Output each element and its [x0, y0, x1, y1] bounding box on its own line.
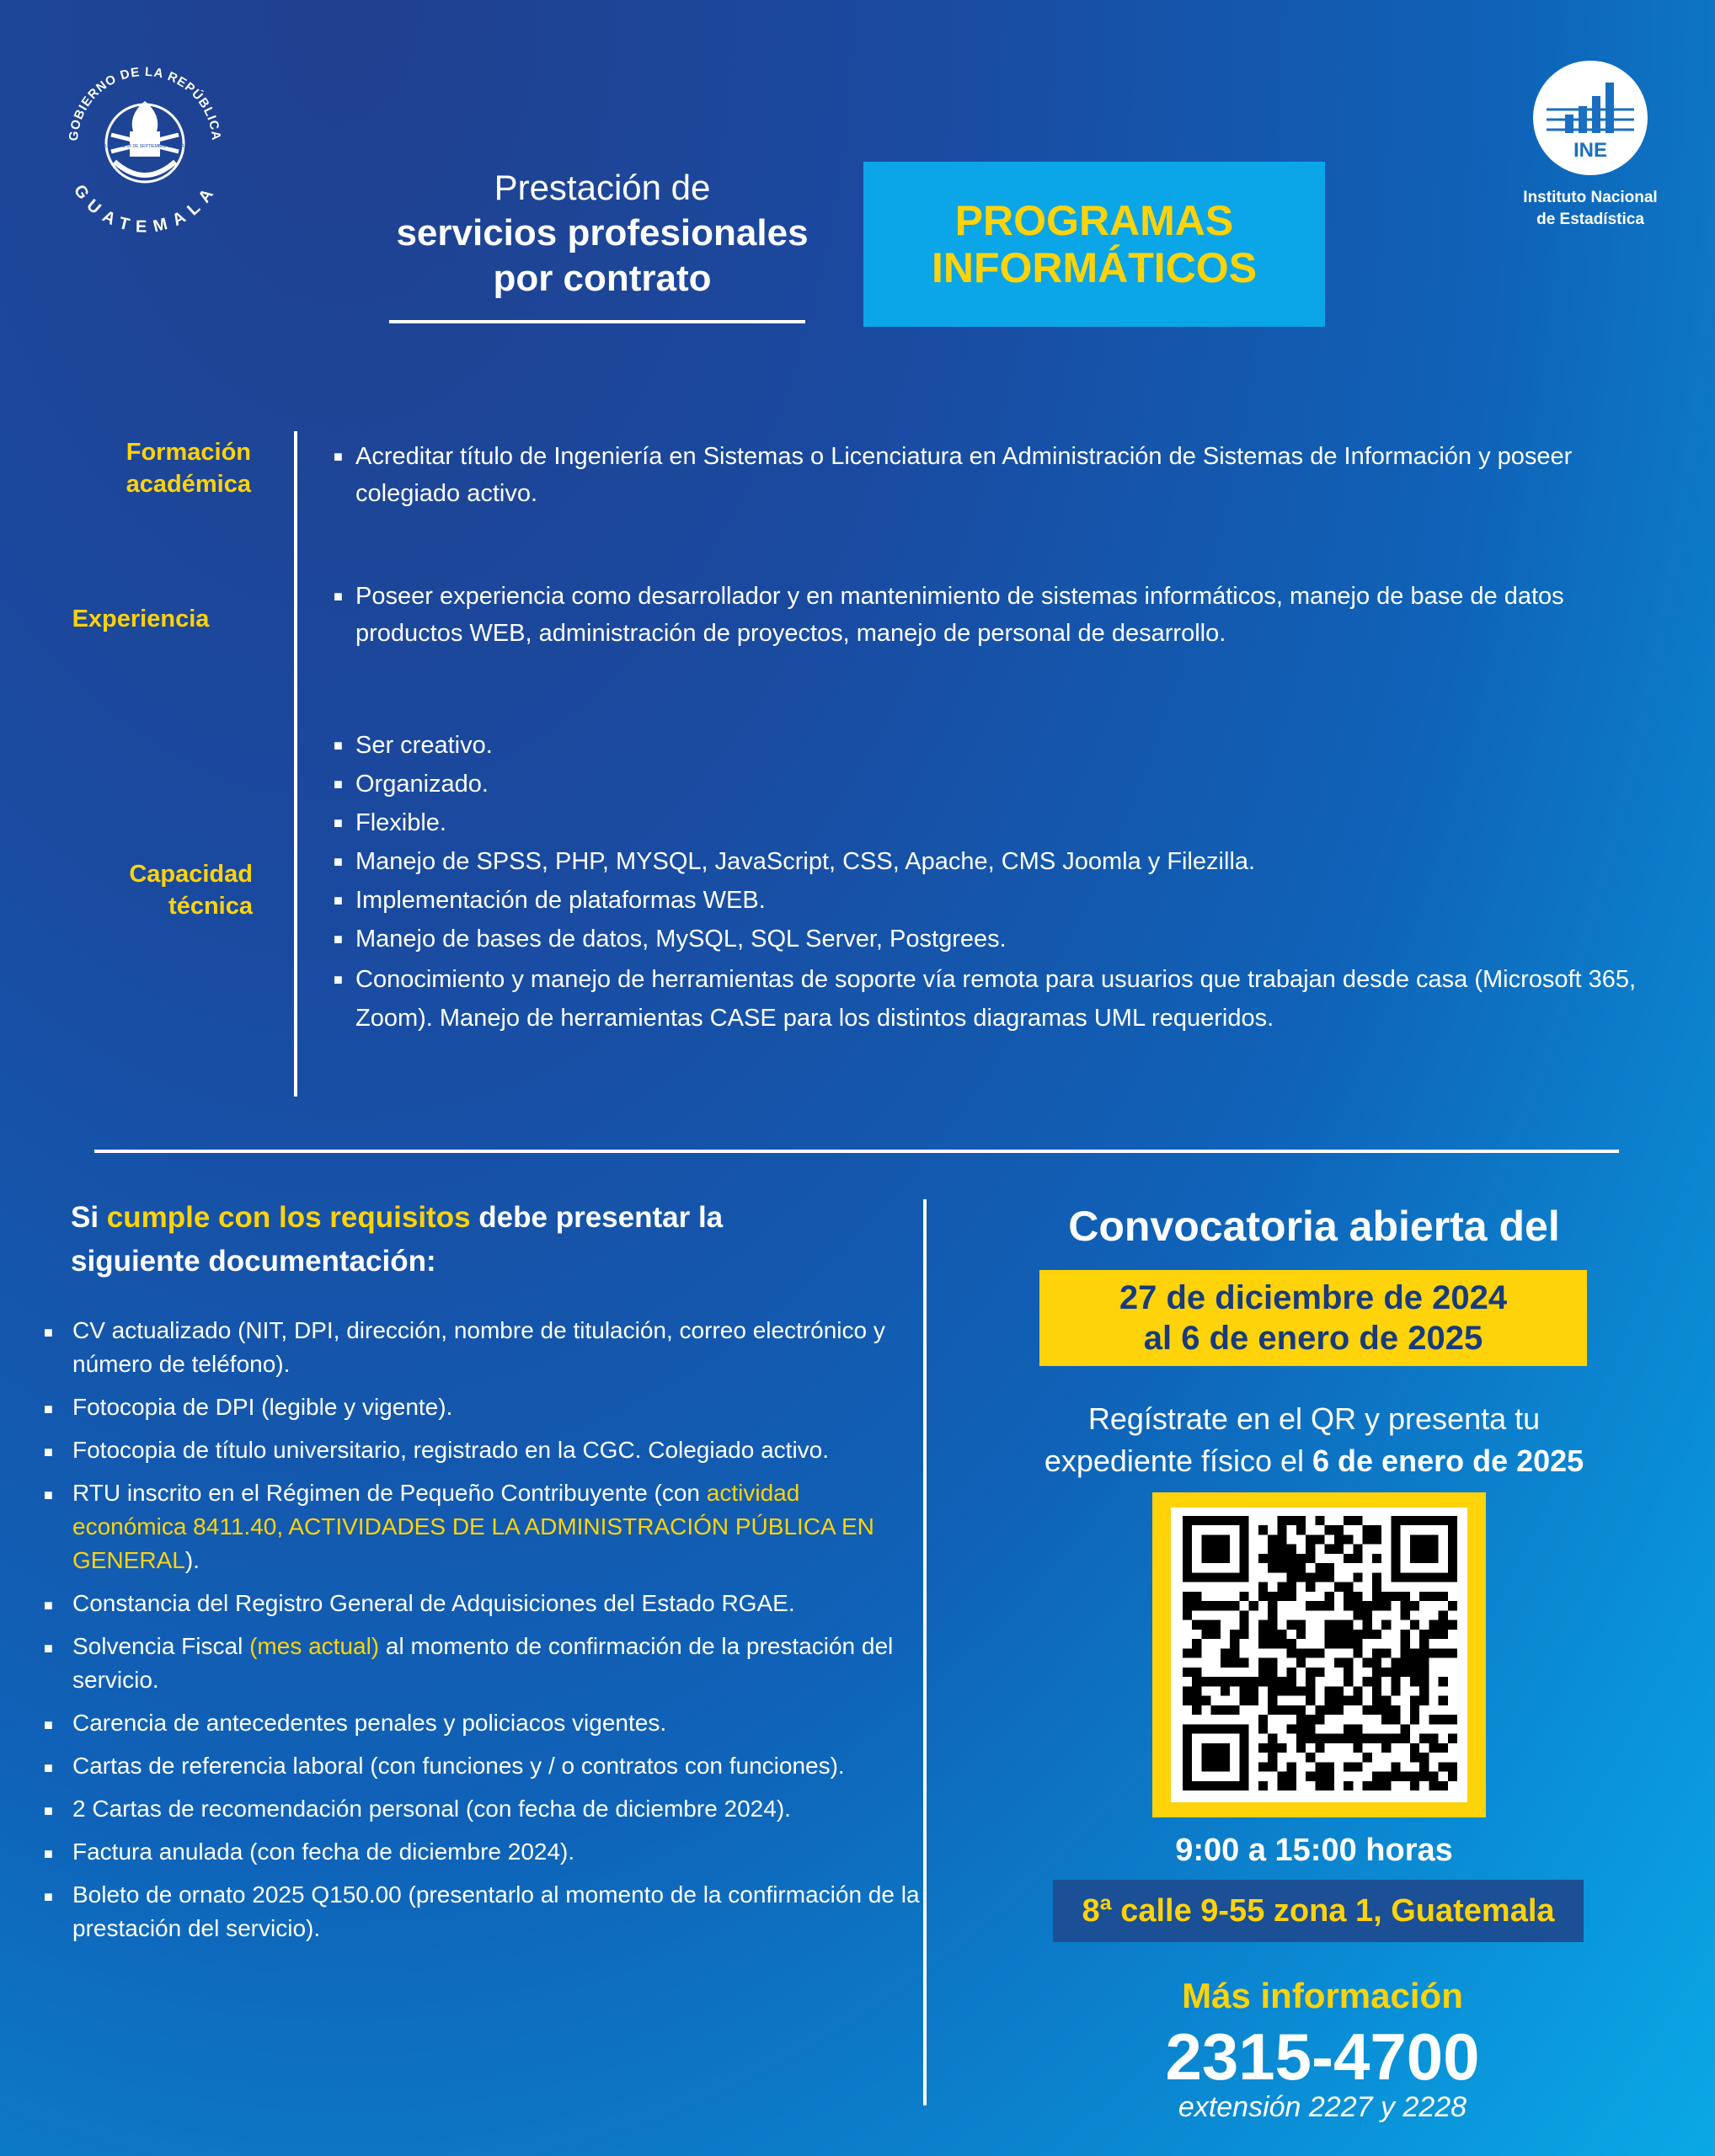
ine-name-line1: Instituto Nacional [1523, 189, 1658, 206]
register-line1: Regístrate en el QR y presenta tu [1087, 1401, 1541, 1436]
documents-heading-highlight: cumple con los requisitos [106, 1201, 471, 1234]
program-title: PROGRAMAS INFORMÁTICOS [931, 197, 1258, 291]
hours-text: 9:00 a 15:00 horas [1175, 1833, 1453, 1868]
title-line2: servicios profesionales [396, 212, 809, 253]
document-item-text: Solvencia Fiscal [72, 1633, 250, 1659]
formacion-item: ■ Acreditar título de Ingeniería en Sistemas o Licenciatura en Administración de Sistemas de Información y poseer colegiado activo. [334, 438, 1648, 512]
more-info-label: Más información [1182, 1976, 1463, 2015]
seal-top-text: GOBIERNO DE LA REPÚBLICA [66, 64, 224, 142]
document-item: ■ Cartas de referencia laboral (con funciones y / o contratos con funciones). [44, 1749, 920, 1783]
ine-logo-icon [1531, 59, 1649, 177]
document-item: ■ 2 Cartas de recomendación personal (con fecha de diciembre 2024). [44, 1792, 920, 1826]
guatemala-seal-icon [52, 51, 238, 236]
register-line2 [960, 1440, 1668, 1482]
document-item-text: RTU inscrito en el Régimen de Pequeño Contribuyente (con [72, 1480, 707, 1506]
capacidad-label: Capacidad técnica [129, 861, 253, 920]
capacidad-item: ■ Flexible. [334, 803, 1681, 842]
title-underline [389, 320, 805, 323]
qr-code-icon[interactable] [1183, 1516, 1457, 1790]
capacidad-item: ■ Manejo de SPSS, PHP, MYSQL, JavaScript, CSS, Apache, CMS Joomla y Filezilla. [334, 842, 1681, 881]
experiencia-label: Experiencia [72, 606, 210, 632]
capacidad-item: ■ Ser creativo. [334, 726, 1681, 765]
experiencia-item: ■ Poseer experiencia como desarrollador y en mantenimiento de sistemas informáticos, manejo de base de datos productos WEB, administración de proyectos, manejo de personal de desarrollo. [334, 578, 1648, 652]
document-item: ■ Fotocopia de título universitario, registrado en la CGC. Colegiado activo. [44, 1433, 920, 1467]
documents-heading-prefix: Si [71, 1201, 107, 1234]
document-item: ■ Boleto de ornato 2025 Q150.00 (presentarlo al momento de la confirmación de la prestación del servicio). [44, 1878, 920, 1945]
document-item-highlight: actividad económica 8411.40, ACTIVIDADES DE LA ADMINISTRACIÓN PÚBLICA EN GENERAL [72, 1480, 874, 1573]
seal-bottom-text: GUATEMALA [69, 181, 221, 236]
ine-name [1499, 187, 1681, 231]
documents-heading-suffix: debe presentar la siguiente documentación: [71, 1201, 724, 1278]
program-title-box [863, 162, 1325, 327]
documents-list [44, 1314, 920, 1955]
document-item-text: al momento de confirmación de la prestación del servicio. [72, 1633, 894, 1693]
capacidad-item: ■ Manejo de bases de datos, MySQL, SQL Server, Postgrees. [334, 920, 1681, 958]
address-box [1053, 1880, 1584, 1942]
section-divider [94, 1150, 1619, 1153]
convocatoria-title: Convocatoria abierta del [1068, 1203, 1560, 1250]
register-text [960, 1398, 1668, 1482]
svg-text:GUATEMALA [70, 182, 220, 236]
date-range-box [1039, 1270, 1587, 1366]
phone-extension: extensión 2227 y 2228 [1178, 2091, 1467, 2123]
page-title [362, 165, 842, 302]
title-line1: Prestación de [494, 168, 711, 207]
address-text: 8ª calle 9-55 zona 1, Guatemala [1082, 1892, 1555, 1929]
capacidad-item: ■ Organizado. [334, 765, 1681, 803]
document-item [44, 1476, 920, 1577]
register-date: 6 de enero de 2025 [1312, 1444, 1584, 1478]
documents-heading [71, 1196, 854, 1283]
formacion-label: Formación académica [126, 439, 251, 498]
column-divider [923, 1199, 927, 2105]
document-item: ■ Carencia de antecedentes penales y policiacos vigentes. [44, 1706, 920, 1740]
document-item-highlight: (mes actual) [249, 1633, 380, 1659]
title-line3: por contrato [493, 258, 712, 299]
document-item [44, 1630, 920, 1697]
phone-number[interactable]: 2315-4700 [1165, 2020, 1480, 2094]
date-line1: 27 de diciembre de 2024 [1119, 1279, 1508, 1316]
date-line2: al 6 de enero de 2025 [1143, 1320, 1483, 1357]
ine-name-line2: de Estadística [1536, 211, 1644, 228]
document-item: ■ Fotocopia de DPI (legible y vigente). [44, 1390, 920, 1424]
capacidad-list [334, 726, 1681, 1038]
document-item: ■ Factura anulada (con fecha de diciembre 2024). [44, 1835, 920, 1869]
formacion-list [334, 438, 1648, 512]
document-item: ■ Constancia del Registro General de Adquisiciones del Estado RGAE. [44, 1587, 920, 1620]
document-item-text: ). [184, 1547, 200, 1573]
document-item: ■ CV actualizado (NIT, DPI, dirección, nombre de titulación, correo electrónico y número de teléfono). [44, 1314, 920, 1381]
register-line2-prefix: expediente físico el [1044, 1444, 1313, 1478]
capacidad-item: ■ Conocimiento y manejo de herramientas de soporte vía remota para usuarios que trabajan desde casa (Microsoft 365, Zoom). Manejo de herramientas CASE para los distintos diagramas UML requeridos. [334, 960, 1681, 1038]
ine-abbr: INE [1573, 139, 1608, 162]
experiencia-list [334, 578, 1648, 652]
seal-inner-text: LIBERTAD 15 DE SEPTIEMBRE DE 1821 [105, 144, 184, 149]
requirements-divider [294, 431, 297, 1097]
capacidad-item: ■ Implementación de plataformas WEB. [334, 881, 1681, 920]
